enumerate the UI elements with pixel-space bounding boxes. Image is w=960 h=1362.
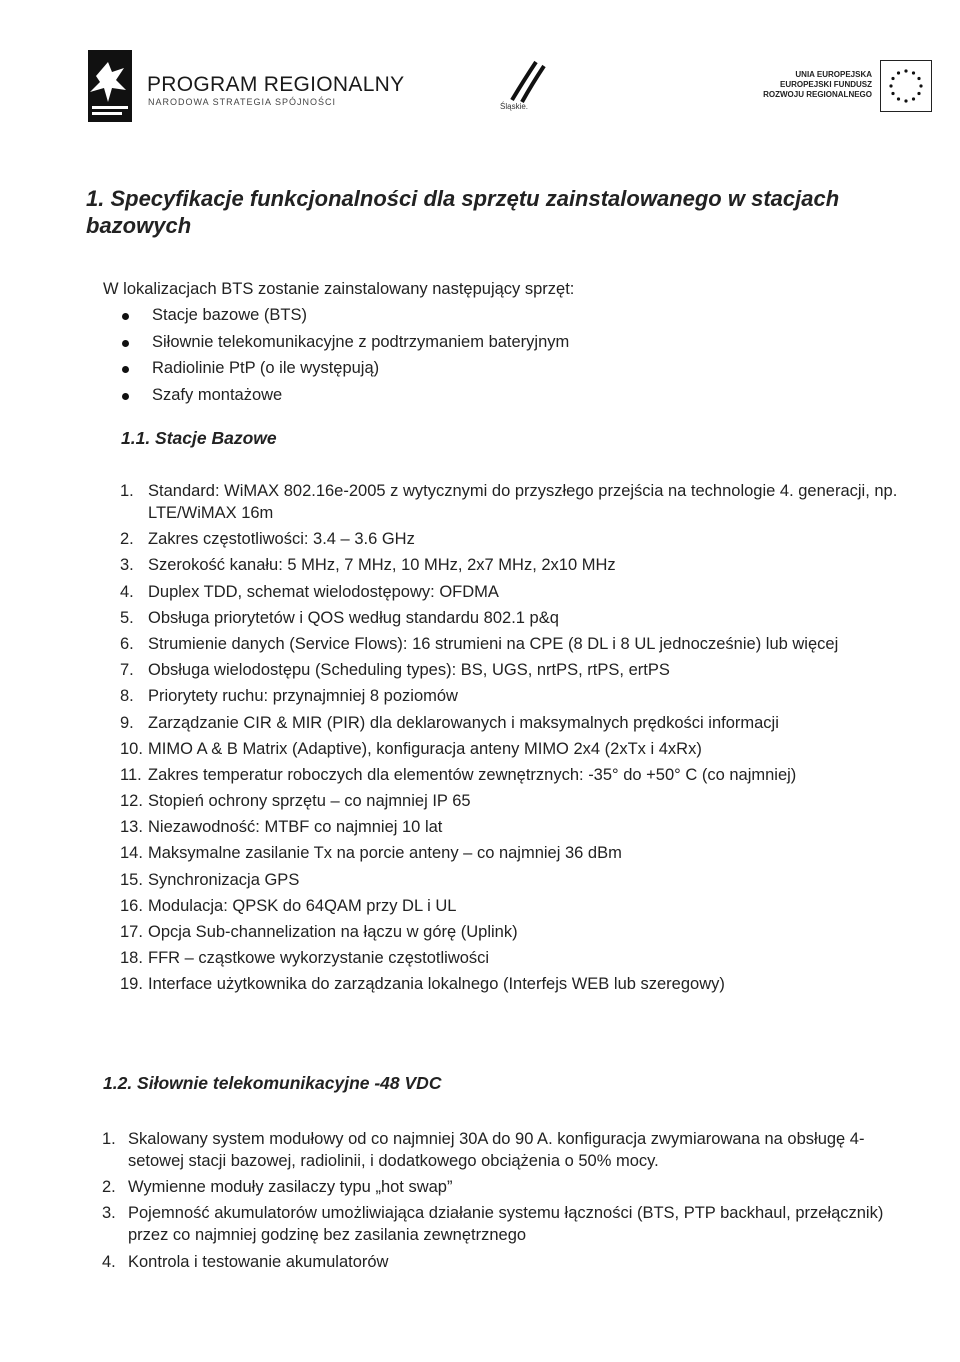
item-number: 3. (102, 1204, 116, 1223)
list-item (102, 1251, 892, 1273)
list-item (120, 554, 910, 576)
item-text: Stopień ochrony sprzętu – co najmniej IP 65 (148, 792, 471, 811)
eu-label (763, 70, 872, 100)
list-item (120, 659, 910, 681)
item-number: 14. (120, 844, 143, 863)
item-number: 11. (120, 765, 142, 784)
list-item (120, 895, 910, 917)
item-text: Synchronizacja GPS (148, 870, 300, 889)
bullet-icon (122, 340, 129, 347)
item-text: Wymienne moduły zasilaczy typu „hot swap” (128, 1178, 453, 1197)
item-number: 7. (120, 661, 134, 680)
program-subtitle: NARODOWA STRATEGIA SPÓJNOŚCI (148, 97, 337, 107)
item-text: Duplex TDD, schemat wielodostępowy: OFDMA (148, 582, 499, 601)
list-item (120, 712, 910, 734)
item-text: Szerokość kanału: 5 MHz, 7 MHz, 10 MHz, 2x7 MHz, 2x10 MHz (148, 556, 616, 575)
item-text: Zakres częstotliwości: 3.4 – 3.6 GHz (148, 530, 415, 549)
bullet-icon (122, 366, 129, 373)
list-item (122, 333, 569, 360)
item-number: 19. (120, 975, 143, 994)
region-label: Śląskie. (500, 102, 529, 111)
item-number: 18. (120, 949, 143, 968)
item-number: 2. (120, 530, 134, 549)
list-item (120, 790, 910, 812)
item-text: Skalowany system modułowy od co najmniej 30A do 90 A. konfiguracja zwymiarowana na obsługę 4-setowej stacji bazowej, radiolinii, i dodatkowego obciążenia o 50% mocy. (128, 1130, 865, 1170)
list-item (102, 1128, 892, 1172)
section-heading: 1.2. Siłownie telekomunikacyjne -48 VDC (103, 1073, 442, 1093)
list-item (122, 359, 569, 386)
item-number: 6. (120, 634, 134, 653)
list-item (120, 947, 910, 969)
list-item (102, 1202, 892, 1246)
eu-line: ROZWOJU REGIONALNEGO (763, 90, 872, 99)
list-item (120, 607, 910, 629)
item-text: Interface użytkownika do zarządzania lokalnego (Interfejs WEB lub szeregowy) (148, 975, 725, 994)
item-text: Zarządzanie CIR & MIR (PIR) dla deklarowanych i maksymalnych prędkości informacji (148, 713, 779, 732)
list-item (120, 528, 910, 550)
list-item (122, 306, 569, 333)
item-text: Modulacja: QPSK do 64QAM przy DL i UL (148, 896, 457, 915)
item-text: Obsługa priorytetów i QOS według standardu 802.1 p&q (148, 608, 559, 627)
list-item (102, 1176, 892, 1198)
item-number: 17. (120, 923, 143, 941)
item-text: Kontrola i testowanie akumulatorów (128, 1252, 389, 1271)
list-item (120, 685, 910, 707)
eu-line: EUROPEJSKI FUNDUSZ (779, 80, 872, 89)
list-item (120, 869, 910, 891)
program-logo (82, 46, 134, 126)
item-number: 3. (120, 556, 134, 575)
item-number: 1. (102, 1130, 116, 1148)
list-item-text: Szafy montażowe (152, 385, 283, 404)
bullet-icon (122, 393, 129, 400)
list-item (120, 581, 910, 603)
item-number: 4. (120, 582, 134, 601)
item-text: Opcja Sub-channelization na łączu w górę (Uplink) (148, 923, 518, 941)
document-title: 1. Specyfikacje funkcjonalności dla sprzętu zainstalowanego w stacjach bazowych (86, 186, 840, 238)
item-number: 15. (120, 870, 143, 889)
list-item (120, 480, 910, 524)
item-text: Strumienie danych (Service Flows): 16 strumieni na CPE (8 DL i 8 UL jednocześnie) lub więcej (148, 634, 839, 653)
intro-text: W lokalizacjach BTS zostanie zainstalowany następujący sprzęt: (103, 280, 575, 298)
list-item (120, 921, 910, 943)
item-number: 13. (120, 818, 143, 837)
item-text: MIMO A & B Matrix (Adaptive), konfiguracja anteny MIMO 2x4 (2xTx i 4xRx) (148, 739, 702, 758)
item-text: Obsługa wielodostępu (Scheduling types): BS, UGS, nrtPS, rtPS, ertPS (148, 661, 670, 680)
list-item-text: Stacje bazowe (BTS) (152, 306, 307, 324)
list-item (120, 764, 910, 786)
item-text: FFR – cząstkowe wykorzystanie częstotliwości (148, 949, 490, 968)
item-number: 12. (120, 792, 143, 811)
item-number: 10. (120, 739, 143, 758)
bullet-icon (122, 313, 129, 320)
item-text: Standard: WiMAX 802.16e-2005 z wytycznymi do przyszłego przejścia na technologie 4. generacji, np. LTE/WiMAX 16m (148, 482, 898, 522)
eu-line: UNIA EUROPEJSKA (795, 70, 872, 79)
item-text: Niezawodność: MTBF co najmniej 10 lat (148, 818, 443, 837)
equipment-list (122, 306, 569, 412)
header (82, 40, 932, 140)
section-heading: 1.1. Stacje Bazowe (121, 428, 277, 448)
power-plant-spec-list (102, 1128, 892, 1277)
item-text: Zakres temperatur roboczych dla elementów zewnętrznych: -35° do +50° C (co najmniej) (148, 765, 797, 784)
item-number: 5. (120, 608, 134, 627)
list-item (120, 633, 910, 655)
item-text: Pojemność akumulatorów umożliwiająca działanie systemu łączności (BTS, PTP backhaul, przełącznik) przez co najmniej godzinę bez zasilania zewnętrznego (128, 1204, 884, 1245)
item-number: 16. (120, 896, 143, 915)
item-number: 9. (120, 713, 134, 732)
region-logo (502, 60, 552, 130)
list-item (120, 738, 910, 760)
list-item (120, 816, 910, 838)
list-item (120, 842, 910, 864)
base-station-spec-list (120, 480, 910, 1000)
eu-flag-icon (880, 60, 932, 112)
item-number: 8. (120, 687, 134, 706)
item-number: 2. (102, 1178, 116, 1197)
list-item-text: Radiolinie PtP (o ile występują) (152, 359, 380, 377)
item-text: Priorytety ruchu: przynajmniej 8 poziomów (148, 687, 458, 706)
program-title: PROGRAM REGIONALNY (147, 73, 405, 96)
item-number: 1. (120, 482, 134, 500)
item-number: 4. (102, 1252, 116, 1271)
list-item (122, 386, 569, 413)
list-item-text: Siłownie telekomunikacyjne z podtrzymaniem bateryjnym (152, 332, 570, 351)
item-text: Maksymalne zasilanie Tx na porcie anteny – co najmniej 36 dBm (148, 844, 622, 863)
list-item (120, 973, 910, 995)
